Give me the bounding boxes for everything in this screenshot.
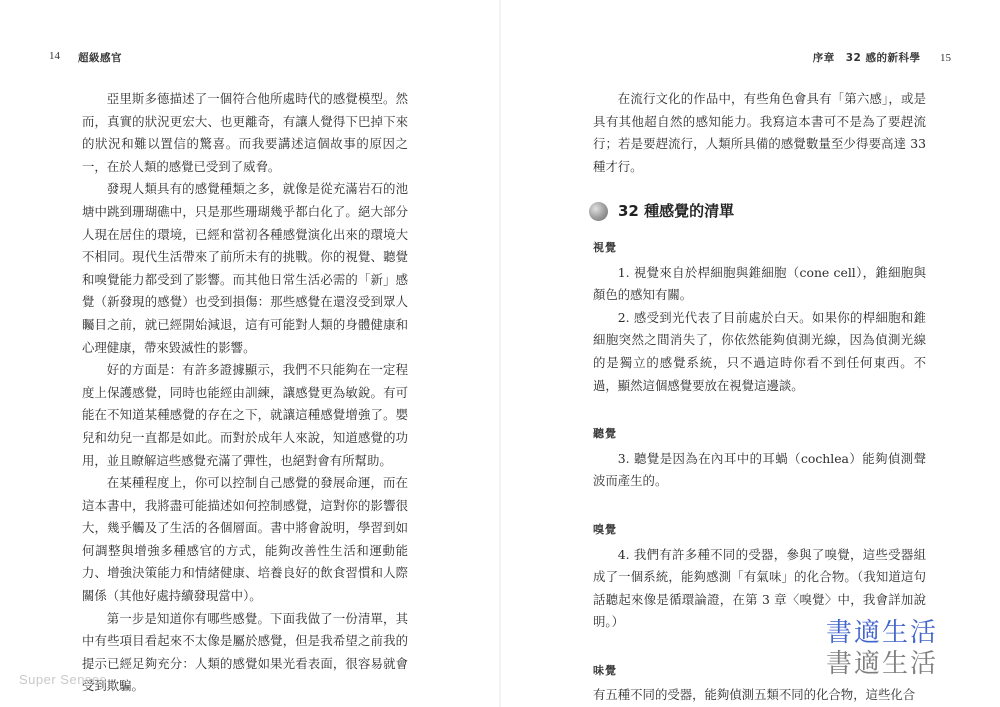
sense-item: 2. 感受到光代表了目前處於白天。如果你的桿細胞和錐細胞突然之間消失了，你依然能夠偵測光線，因為偵測光線的是獨立的感覺系統，只不過這時你看不到任何東西。不過，顯然這個感覺要放在視覺這邊談。 [593,309,926,393]
sphere-bullet-icon [589,202,608,221]
body-paragraph: 第一步是知道你有哪些感覺。下面我做了一份清單，其中有些項目看起來不太像是屬於感覺，但是我希望之前我的提示已經足夠充分：人類的感覺如果光看表面，很容易就會受到欺騙。 [82,610,408,694]
sense-heading-smell: 嗅覺 [593,522,617,536]
footer-brand: Super Senses [19,672,107,687]
watermark-logo-top: 書適生活 [825,618,938,648]
section-heading [589,200,926,223]
body-paragraph: 亞里斯多德描述了一個符合他所處時代的感覺模型。然而，真實的狀況更宏大、也更離奇，有讓人覺得下巴掉下來的狀況和難以置信的驚喜。而我要講述這個故事的原因之一，在於人類的感覺已受到了威脅。 [82,91,408,174]
left-page-number: 14 [49,50,60,62]
sense-item: 4. 我們有許多種不同的受器，參與了嗅覺，這些受器組成了一個系統，能夠感測「有氣味」的化合物。（我知道這句話聽起來像是循環論證，在第 3 章〈嗅覺〉中，我會詳加說明。） [593,546,926,630]
body-paragraph: 好的方面是：有許多證據顯示，我們不只能夠在一定程度上保護感覺，同時也能經由訓練，讓感覺更為敏銳。有可能在不知道某種感覺的存在之下，就讓這種感覺增強了。嬰兒和幼兒一直都是如此。而對於成年人來說，知道感覺的功用，並且瞭解這些感覺充滿了彈性，也絕對會有所幫助。 [82,362,408,468]
watermark-logo-bottom: 書適生活 [825,649,938,679]
sense-heading-sight: 視覺 [593,240,617,254]
section-title: 32 種感覺的清單 [618,202,735,221]
sense-item: 3. 聽覺是因為在內耳中的耳蝸（cochlea）能夠偵測聲波而產生的。 [593,450,926,489]
body-paragraph: 在某種程度上，你可以控制自己感覺的發展命運，而在這本書中，我將盡可能描述如何控制感覺，這對你的影響很大，幾乎觸及了生活的各個層面。書中將會說明，學習到如何調整與增強多種感官的方式，能夠改善性生活和運動能力、增強決策能力和情緒健康、培養良好的飲食習慣和人際關係（其他好處持續發現當中）。 [82,475,408,604]
sense-heading-taste: 味覺 [593,663,617,677]
sense-heading-hearing: 聽覺 [593,427,617,441]
intro-paragraph: 在流行文化的作品中，有些角色會具有「第六感」，或是具有其他超自然的感知能力。我寫這本書可不是為了要趕流行；若是要趕流行，人類所具備的感覺數量至少得要高達 33 種才行。 [593,91,926,174]
right-page-number: 15 [940,52,951,64]
right-running-header [691,50,951,65]
right-running-title: 序章 32 感的新科學 [812,52,921,64]
sense-item: 1. 視覺來自於桿細胞與錐細胞（cone cell），錐細胞與顏色的感知有關。 [593,264,926,303]
body-paragraph: 發現人類具有的感覺種類之多，就像是從充滿岩石的池塘中跳到珊瑚礁中，只是那些珊瑚幾乎都白化了。絕大部分人現在居住的環境，已經和當初各種感覺演化出來的環境大不相同。現代生活帶來了前所未有的挑戰。你的視覺、聽覺和嗅覺能力都受到了影響。而其他日常生活必需的「新」感覺（新發現的感覺）也受到損傷：那些感覺在還沒受到眾人矚目之前，就已經開始減退，這有可能對人類的身體健康和心理健康，帶來毀滅性的影響。 [82,181,408,355]
sense-item: 有五種不同的受器，能夠偵測五類不同的化合物，這些化合 [593,687,916,703]
left-running-title: 超級感官 [78,52,122,64]
left-page-body [82,88,408,698]
page-gutter [499,0,501,707]
